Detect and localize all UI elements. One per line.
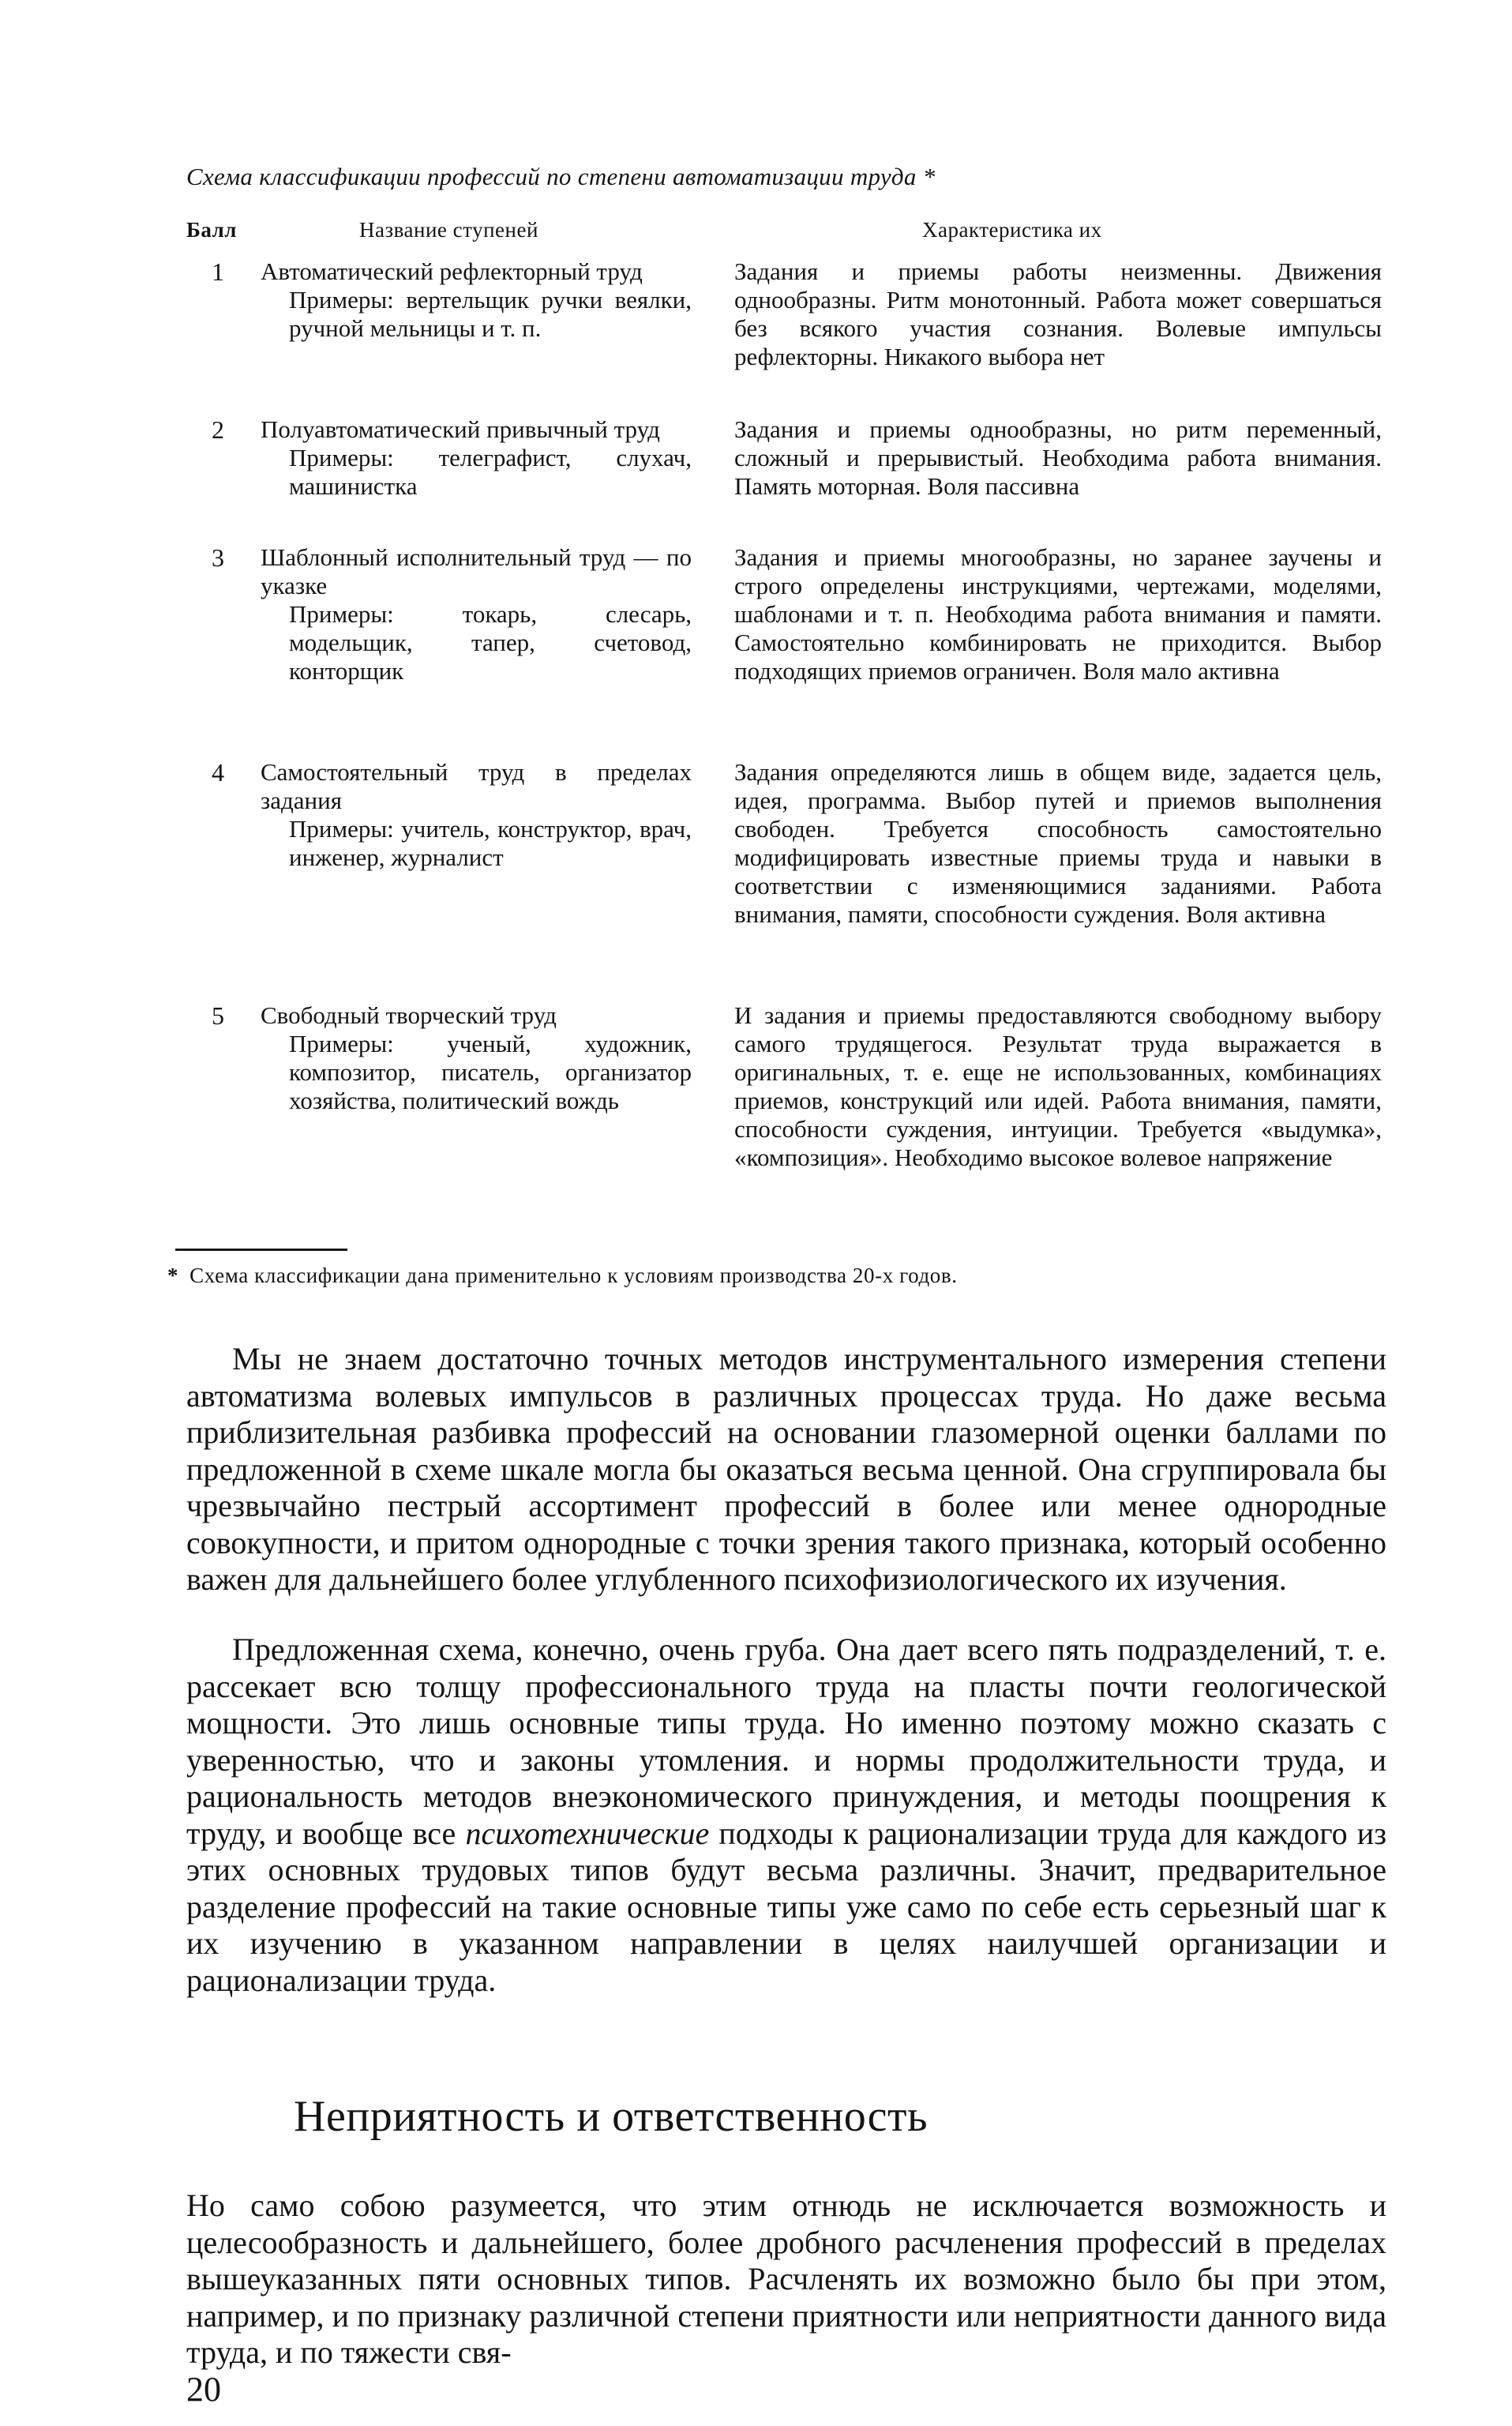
row-name-cell [261, 543, 692, 685]
row-number: 1 [212, 257, 224, 286]
italic-term: психотехнические [465, 1815, 710, 1851]
paragraph-text: Предложенная схема, конечно, очень груба. Она дает всего пять подразделений, т. е. рассекает всю толщу профессионального труда на пласты почти геологической мощности. Это лишь основные типы труда. Но именно поэтому можно сказать с уверенностью, что и законы утомления. и нормы продолжительности труда, и рациональность методов внеэкономического принуждения, и методы поощрения к труду, и вообще все [186, 1632, 1386, 1851]
stage-characteristic: Задания и приемы многообразны, но заранее заучены и строго определены инструкциями, чертежами, моделями, шаблонами и т. п. Необходима работа внимания и памяти. Самостоятельно комбинировать не приходится. Выбор подходящих приемов ограничен. Воля мало активна [734, 543, 1382, 685]
stage-name: Шаблонный исполнительный труд — по указке [261, 543, 692, 599]
column-header-characteristic: Характеристика их [922, 218, 1102, 242]
stage-examples: Примеры: телеграфист, слухач, машинистка [289, 444, 692, 500]
stage-name: Свободный творческий труд [261, 1001, 557, 1029]
body-paragraph: Мы не знаем достаточно точных методов инструментального измерения степени автоматизма волевых импульсов в различных процессах труда. Но даже весьма приблизительная разбивка профессий на основании глазомерной оценки баллами по предложенной в схеме шкале могла бы оказаться весьма ценной. Она сгруппировала бы чрезвычайно пестрый ассортимент профессий в более или менее однородные совокупности, и притом однородные с точки зрения такого признака, который особенно важен для дальнейшего более углубленного психофизиологического их изучения. [186, 1341, 1386, 1597]
stage-name: Полуавтоматический привычный труд [261, 415, 660, 443]
row-number: 3 [212, 543, 224, 572]
column-header-ball: Балл [186, 218, 237, 242]
footnote-marker: * [167, 1264, 179, 1287]
page-number: 20 [186, 2370, 221, 2409]
stage-name: Самостоятельный труд в пределах задания [261, 758, 692, 814]
stage-name: Автоматический рефлекторный труд [261, 257, 643, 285]
body-paragraph: Но само собою разумеется, что этим отнюдь не исключается возможность и целесообразность и дальнейшего, более дробного расчленения профессий в пределах вышеуказанных пяти основных типов. Расчленять их возможно было бы при этом, например, и по признаку различной степени приятности или неприятности данного вида труда, и по тяжести свя- [186, 2188, 1386, 2370]
stage-characteristic: И задания и приемы предоставляются свободному выбору самого трудящегося. Результат труда выражается в оригинальных, т. е. еще не использованных, комбинациях приемов, конструкций или идей. Работа внимания, памяти, способности суждения, интуиции. Требуется «выдумка», «композиция». Необходимо высокое волевое напряжение [734, 1001, 1382, 1171]
row-number: 4 [212, 758, 224, 787]
stage-characteristic: Задания определяются лишь в общем виде, задается цель, идея, программа. Выбор путей и приемов выполнения свободен. Требуется способность самостоятельно модифицировать известные приемы труда и навыки в соответствии с изменяющимися заданиями. Работа внимания, памяти, способности суждения. Воля активна [734, 758, 1382, 928]
stage-characteristic: Задания и приемы однообразны, но ритм переменный, сложный и прерывистый. Необходима работа внимания. Память моторная. Воля пассивна [734, 415, 1382, 500]
row-name-cell [261, 1001, 692, 1115]
stage-characteristic: Задания и приемы работы неизменны. Движения однообразны. Ритм монотонный. Работа может совершаться без всякого участия сознания. Волевые импульсы рефлекторны. Никакого выбора нет [734, 257, 1382, 370]
row-name-cell [261, 257, 692, 343]
stage-examples: Примеры: ученый, художник, композитор, писатель, организатор хозяйства, политический вождь [289, 1030, 692, 1114]
row-name-cell [261, 758, 692, 872]
footnote [167, 1264, 958, 1288]
column-header-name: Название ступеней [359, 218, 538, 242]
body-paragraph-3-block [186, 2188, 1386, 2372]
paragraph-text: подходы к рационализации труда для каждого из этих основных трудовых типов будут весьма различны. Значит, предварительное разделение профессий на такие основные типы уже само по себе есть серьезный шаг к их изучению в указанном направлении в целях наилучшей организации и рационализации труда. [186, 1815, 1387, 1998]
footnote-rule [175, 1249, 347, 1251]
body-paragraph [186, 1632, 1386, 1999]
stage-examples: Примеры: токарь, слесарь, модельщик, тапер, счетовод, конторщик [289, 600, 692, 685]
row-number: 2 [212, 415, 224, 444]
stage-examples: Примеры: вертельщик ручки веялки, ручной мельницы и т. п. [289, 286, 692, 342]
footnote-text: Схема классификации дана применительно к условиям производства 20-х годов. [189, 1264, 958, 1287]
section-heading: Неприятность и ответственность [294, 2092, 929, 2141]
body-paragraph-2-block [186, 1632, 1386, 1999]
body-paragraph-1-block [186, 1341, 1386, 1598]
stage-examples: Примеры: учитель, конструктор, врач, инженер, журналист [289, 815, 692, 871]
table-title: Схема классификации профессий по степени автоматизации труда * [186, 163, 936, 190]
row-name-cell [261, 415, 692, 501]
row-number: 5 [212, 1001, 224, 1030]
